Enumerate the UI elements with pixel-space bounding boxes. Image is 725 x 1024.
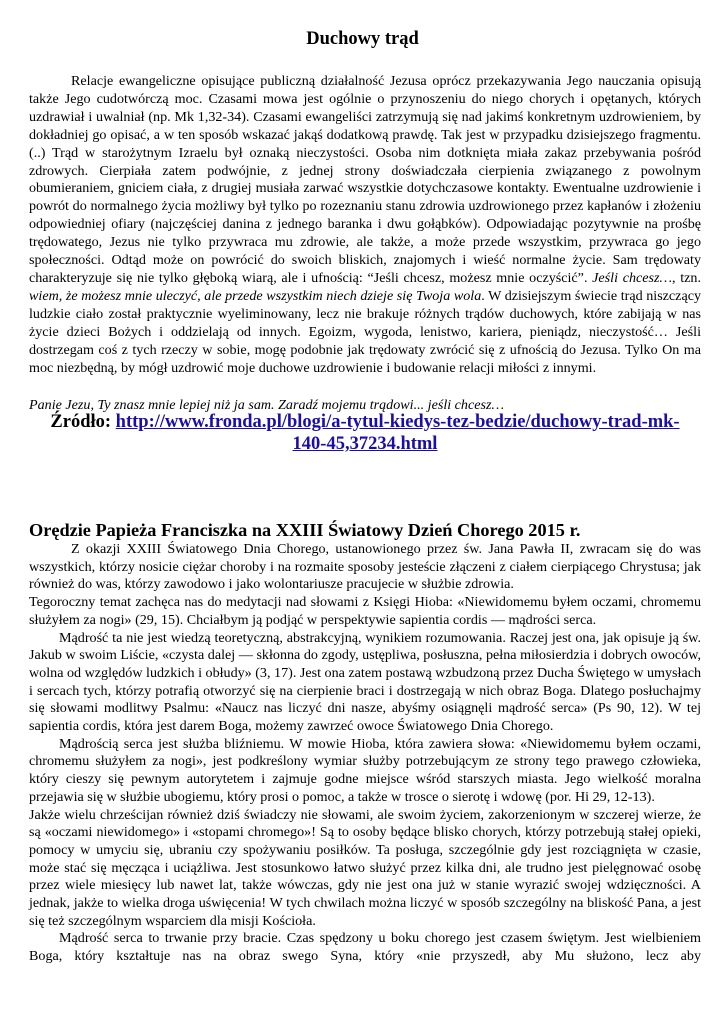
message-paragraph: Mądrość ta nie jest wiedzą teoretyczną, abstrakcyjną, wynikiem rozumowania. Raczej jest ona, jak opisuje ją św. Jakub w swoim Liście, «czysta dalej — skłonna do zgody, ustępliwa, posłuszna, pełna miłosierdzia i dobrych owoców, wolna od względów ludzkich i obłudy» (3, 17). Jest ona zatem postawą wzbudzoną przez Ducha Świętego w umysłach i sercach tych, którzy potrafią otworzyć się na cierpienie braci i dostrzegają w nich obraz Boga. Dlatego posłuchajmy się słowami modlitwy Psalmu: «Naucz nas liczyć dni nasze, abyśmy osiągnęli mądrość serca» (Ps 90, 12). W tej sapientia cordis, która jest darem Boga, możemy zawrzeć owoce Światowego Dnia Chorego.: [29, 629, 702, 735]
source-label: Źródło:: [50, 412, 112, 432]
section-title: Orędzie Papieża Franciszka na XXIII Światowy Dzień Chorego 2015 r.: [29, 520, 581, 540]
body-italic-text: Jeśli chcesz…: [592, 269, 673, 286]
message-paragraph: Mądrość serca to trwanie przy bracie. Czas spędzony u boku chorego jest czasem świętym. Jest wielbieniem Boga, który kształtuje nas na obraz swego Syna, który «nie przyszedł, aby Mu służono, lecz aby: [29, 930, 701, 965]
message-paragraph: Mądrością serca jest służba bliźniemu. W mowie Hioba, która zawiera słowa: «Niewidomemu byłem oczami, chromemu służyłem za nogi», jest podkreślony wymiar służby potrzebującym ze strony tego prawego człowieka, który cieszy się pewnym autorytetem i zajmuje godne miejsce wśród starszych miasta. Jego wielkość moralna przejawia się w służbie ubogiemu, który prosi o pomoc, a także w trosce o sierotę i wdowę (por. Hi 29, 12-13).: [29, 735, 701, 805]
message-paragraph: Jakże wielu chrześcijan również dziś świadczy nie słowami, ale swoim życiem, zakorzenionym w szczerej wierze, że są «oczami niewidomego» i «stopami chromego»! Są to osoby będące blisko chorych, którzy potrzebują stałej opieki, pomocy w umyciu się, ubraniu czy spożywaniu posiłków. Ta posługa, szczególnie gdy jest rozciągnięta w czasie, może stać się męcząca i uciążliwa. Jest stosunkowo łatwo służyć przez kilka dni, ale trudno jest pielęgnować osobę przez wiele miesięcy lub nawet lat, także wówczas, gdy nie jest ona już w stanie wyrazić swojej wdzięczności. A jednak, jakże to wielka droga uświęcenia! W tych chwilach można liczyć w sposób szczególny na bliskość Pana, a jest się też szczególnym wsparciem dla misji Kościoła.: [29, 806, 701, 929]
body-italic-text: wiem, że możesz mnie uleczyć, ale przede wszystkim niech dzieje się Twoja wola: [29, 287, 482, 304]
body-text: . W dzisiejszym świecie trąd niszczący ludzkie ciało został praktycznie wyeliminowany, lecz nie brakuje różnych trądów duchowych, które zabijają w nas życie dzieci Bożych i oddzielają od innych. Egoizm, wygoda, lenistwo, kariera, pieniądz, nieczystość… Jeśli dostrzegam coś z tych rzeczy w sobie, mogę podobnie jak trędowaty zwrócić się z ufnością do Jezusa. Tylko On ma moc niezbędną, by mógł uzdrowić moje duchowe uzdrowienie i budowanie relacji miłości z innymi.: [29, 287, 701, 376]
body-text: , tzn.: [672, 269, 701, 286]
source-url-line2: 140-45,37234.html: [292, 434, 438, 454]
body-text: Relacje ewangeliczne opisujące publiczną działalność Jezusa oprócz przekazywania Jego nauczania opisują także Jego cudotwórczą moc. Czasami mowa jest ogólnie o przynoszeniu do niego chorych i opętanych, których uzdrawiał i uwalniał (np. Mk 1,32-34). Czasami ewangeliści zatrzymują się nad jakimś konkretnym uzdrowieniem, by dokładniej go opisać, a w ten sposób wskazać jakąś dodatkową prawdę. Tak jest w przypadku dzisiejszego fragmentu. (..) Trąd w starożytnym Izraelu był oznaką nieczystości. Osoba nim dotknięta miała zakaz przebywania pośród zdrowych. Cierpiała zatem podwójnie, z jednej strony doświadczała cierpienia związanego z powolnym obumieraniem, gniciem ciała, z drugiej musiała zarwać wszystkie dotychczasowe kontakty. Ewentualne uzdrowienie i powrót do normalnego życia możliwy był tylko po rozeznaniu stanu zdrowia uzdrowionego przez kapłanów i złożeniu odpowiedniej ofiary (najczęściej danina z jednego baranka i dwu gołąbków). Odpowiadając pozytywnie na prośbę trędowatego, Jezus nie tylko przywraca mu zdrowie, ale także, a może przede wszystkim, przywraca go jego społeczności. Odtąd może on powrócić do swoich bliskich, znajomych i wieść normalne życie. Sam trędowaty charakteryzuje się nie tylko głęboką wiarą, ale i ufnością: “Jeśli chcesz, możesz mnie oczyścić”.: [29, 73, 701, 286]
article-body: [29, 73, 701, 377]
message-body: [29, 541, 701, 966]
source-link[interactable]: [116, 412, 680, 454]
source-url-line1: http://www.fronda.pl/blogi/a-tytul-kiedys-tez-bedzie/duchowy-trad-mk-: [115, 412, 680, 432]
closing-prayer: Panie Jezu, Ty znasz mnie lepiej niż ja sam. Zaradź mojemu trądowi... jeśli chcesz…: [29, 397, 504, 413]
message-paragraph: Tegoroczny temat zachęca nas do medytacji nad słowami z Księgi Hioba: «Niewidomemu byłem oczami, chromemu służyłem za nogi» (29, 15). Chciałbym ją podjąć w perspektywie sapientia cordis — mądrości serca.: [29, 594, 701, 628]
article-title: Duchowy trąd: [306, 29, 419, 49]
article-paragraph: [29, 73, 701, 377]
source-citation: [29, 411, 701, 455]
message-paragraph: Z okazji XXIII Światowego Dnia Chorego, ustanowionego przez św. Jana Pawła II, zwracam się do was wszystkich, którzy nosicie ciężar choroby i na rozmaite sposoby jesteście złączeni z ciałem cierpiącego Chrystusa; jak również do was, którzy zawodowo i jako wolontariusze pracujecie w służbie zdrowia.: [29, 541, 701, 593]
